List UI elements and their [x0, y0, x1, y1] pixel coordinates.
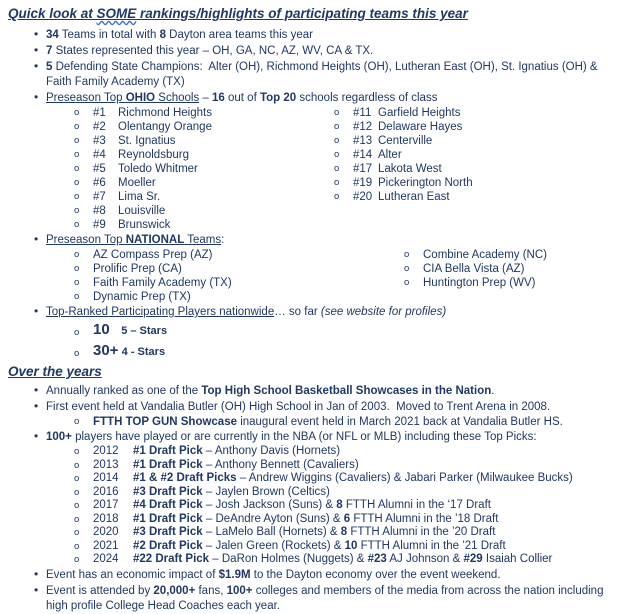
draft-pick-item: [73, 459, 623, 473]
history-bullet-list: [0, 384, 637, 614]
ohio-school-item: [333, 120, 473, 134]
school-name: Lutheran East: [378, 191, 450, 203]
bullet-economic-impact: • Event has an economic impact of $1.9M to the Dayton economy over the event weekend.: [34, 568, 623, 583]
school-rank: #20: [353, 191, 373, 203]
school-name: Richmond Heights: [118, 107, 212, 119]
national-teams-right: [403, 248, 547, 290]
school-rank: #3: [93, 135, 106, 147]
draft-detail: #4 Draft Pick – Josh Jackson (Suns) & 8 FTTH Alumni in the ‘17 Draft: [133, 499, 491, 511]
ohio-school-item: [333, 162, 473, 176]
school-rank: #1: [93, 107, 106, 119]
draft-year: 2021: [93, 539, 119, 552]
draft-pick-item: [73, 486, 623, 500]
school-name: Pickerington North: [378, 177, 473, 189]
school-rank: #8: [93, 205, 106, 217]
school-rank: #13: [353, 135, 373, 147]
star-tier-item: [73, 341, 623, 362]
rankings-bullet-list: [0, 28, 637, 362]
school-name: Alter: [378, 149, 402, 161]
bullet-top-ranked-players: [34, 305, 623, 362]
players-heading: • Top-Ranked Participating Players nationwide… so far (see website for profiles): [46, 306, 447, 318]
school-name: Reynoldsburg: [118, 149, 189, 161]
draft-year: 2013: [93, 458, 119, 471]
draft-year: 2018: [93, 512, 119, 525]
bullet-teams-total: • 34 Teams in total with 8 Dayton area teams this year: [34, 28, 623, 43]
draft-year: 2024: [93, 553, 119, 565]
ohio-school-item: [73, 190, 306, 204]
team-name: Faith Family Academy (TX): [93, 277, 232, 289]
bullet-defending-champions: • 5 Defending State Champions: Alter (OH), Richmond Heights (OH), Lutheran East (OH), St. Ignatius (OH) & Faith Family Academy (TX): [34, 60, 623, 90]
draft-year: 2014: [93, 472, 119, 484]
school-rank: #17: [353, 163, 373, 175]
draft-pick-item: [73, 553, 623, 567]
draft-detail: #3 Draft Pick – LaMelo Ball (Hornets) & 8 FTTH Alumni in the ’20 Draft: [133, 526, 496, 538]
draft-detail: #1 Draft Pick – DeAndre Ayton (Suns) & 6 FTTH Alumni in the ’18 Draft: [133, 512, 499, 525]
ohio-heading: • Preseason Top OHIO Schools – 16 out of Top 20 schools regardless of class: [46, 92, 438, 104]
ohio-school-item: [73, 106, 306, 120]
draft-picks-list: [73, 445, 623, 567]
draft-detail: #1 Draft Pick – Anthony Bennett (Cavaliers): [133, 458, 359, 471]
school-rank: #19: [353, 177, 373, 189]
draft-detail: #1 & #2 Draft Picks – Andrew Wiggins (Cavaliers) & Jabari Parker (Milwaukee Bucks): [133, 472, 573, 484]
school-name: Toledo Whitmer: [118, 163, 198, 175]
ohio-school-item: [73, 120, 306, 134]
draft-pick-item: [73, 526, 623, 540]
draft-pick-item: [73, 540, 623, 554]
national-team-item: [73, 276, 306, 290]
team-name: Huntington Prep (WV): [423, 277, 536, 289]
draft-pick-item: [73, 472, 623, 486]
school-name: Centerville: [378, 135, 433, 147]
ohio-school-item: [333, 176, 473, 190]
school-rank: #11: [353, 107, 372, 119]
ohio-school-item: [333, 190, 473, 204]
star-tier-item: [73, 320, 623, 341]
ohio-schools-right: [333, 106, 473, 204]
ohio-school-item: [73, 148, 306, 162]
national-team-item: [403, 262, 547, 276]
draft-pick-item: [73, 445, 623, 459]
school-name: Garfield Heights: [378, 107, 461, 119]
school-rank: #5: [93, 163, 106, 175]
school-name: Lima Sr.: [118, 191, 161, 203]
draft-detail: #2 Draft Pick – Jalen Green (Rockets) & 10 FTTH Alumni in the ’21 Draft: [133, 539, 506, 552]
draft-detail: #22 Draft Pick – DaRon Holmes (Nuggets) & #23 AJ Johnson & #29 Isaiah Collier: [133, 553, 553, 565]
draft-year: 2017: [93, 499, 119, 511]
school-rank: #4: [93, 149, 106, 161]
ohio-school-item: [333, 148, 473, 162]
draft-year: 2012: [93, 445, 119, 457]
ohio-school-item: [73, 176, 306, 190]
draft-detail: #1 Draft Pick – Anthony Davis (Hornets): [133, 445, 341, 457]
star-count: 30+: [93, 342, 119, 359]
school-name: Moeller: [118, 177, 156, 189]
document-page: [0, 6, 637, 614]
school-rank: #14: [353, 149, 373, 161]
school-rank: #7: [93, 191, 106, 203]
national-teams-columns: [46, 248, 623, 304]
national-team-item: [73, 248, 306, 262]
ohio-school-item: [73, 204, 306, 218]
bullet-annually-ranked: • Annually ranked as one of the Top High School Basketball Showcases in the Nation.: [34, 384, 623, 399]
bullet-preseason-national: [34, 233, 623, 304]
school-rank: #9: [93, 219, 106, 231]
team-name: Prolific Prep (CA): [93, 263, 182, 275]
star-tiers-list: [73, 320, 623, 362]
national-teams-left: [73, 248, 306, 304]
section-title-history: Over the years: [8, 364, 102, 379]
school-name: Louisville: [118, 205, 166, 217]
national-team-item: [73, 262, 306, 276]
draft-detail: #3 Draft Pick – Jaylen Brown (Celtics): [133, 485, 330, 498]
team-name: Dynamic Prep (TX): [93, 291, 191, 303]
ohio-schools-columns: [46, 106, 623, 232]
bullet-attendance: • Event is attended by 20,000+ fans, 100+ colleges and members of the media from across the nation including high profile College Head Coaches each year.: [34, 584, 623, 614]
ohio-school-item: [73, 134, 306, 148]
school-rank: #2: [93, 121, 106, 133]
team-name: AZ Compass Prep (AZ): [93, 249, 213, 261]
ohio-school-item: [73, 162, 306, 176]
school-name: Delaware Hayes: [378, 121, 463, 133]
bullet-states-represented: • 7 States represented this year – OH, GA, NC, AZ, WV, CA & TX.: [34, 44, 623, 59]
star-label: 4 - Stars: [121, 346, 166, 358]
draft-year: 2020: [93, 526, 119, 538]
school-rank: #6: [93, 177, 106, 189]
school-name: Olentangy Orange: [118, 121, 212, 133]
team-name: CIA Bella Vista (AZ): [423, 263, 525, 275]
school-name: Lakota West: [378, 163, 442, 175]
star-label: 5 – Stars: [121, 325, 168, 337]
ohio-school-item: [333, 134, 473, 148]
national-heading: • Preseason Top NATIONAL Teams:: [46, 234, 225, 246]
bullet-ftth-showcase: o FTTH TOP GUN Showcase inaugural event held in March 2021 back at Vandalia Butler HS.: [73, 415, 623, 429]
draft-pick-item: [73, 513, 623, 527]
team-name: Combine Academy (NC): [423, 249, 547, 261]
bullet-preseason-ohio: [34, 91, 623, 232]
school-rank: #12: [353, 121, 373, 133]
draft-pick-item: [73, 499, 623, 513]
bullet-100-players: [34, 430, 623, 567]
bullet-first-event: [34, 400, 623, 429]
national-team-item: [73, 290, 306, 304]
ohio-schools-left: [73, 106, 306, 232]
ftth-sublist: [73, 415, 623, 429]
players-nba-text: • 100+ players have played or are currently in the NBA (or NFL or MLB) including these Top Picks:: [46, 431, 537, 443]
school-name: Brunswick: [118, 219, 171, 231]
ohio-school-item: [73, 218, 306, 232]
national-team-item: [403, 276, 547, 290]
draft-year: 2016: [93, 485, 119, 498]
national-team-item: [403, 248, 547, 262]
star-count: 10: [93, 321, 110, 338]
school-name: St. Ignatius: [118, 135, 176, 147]
ohio-school-item: [333, 106, 473, 120]
first-event-text: • First event held at Vandalia Butler (OH) High School in Jan of 2003. Moved to Trent Arena in 2008.: [46, 401, 551, 413]
section-title-rankings: Quick look at SOME rankings/highlights of participating teams this year: [8, 6, 468, 21]
